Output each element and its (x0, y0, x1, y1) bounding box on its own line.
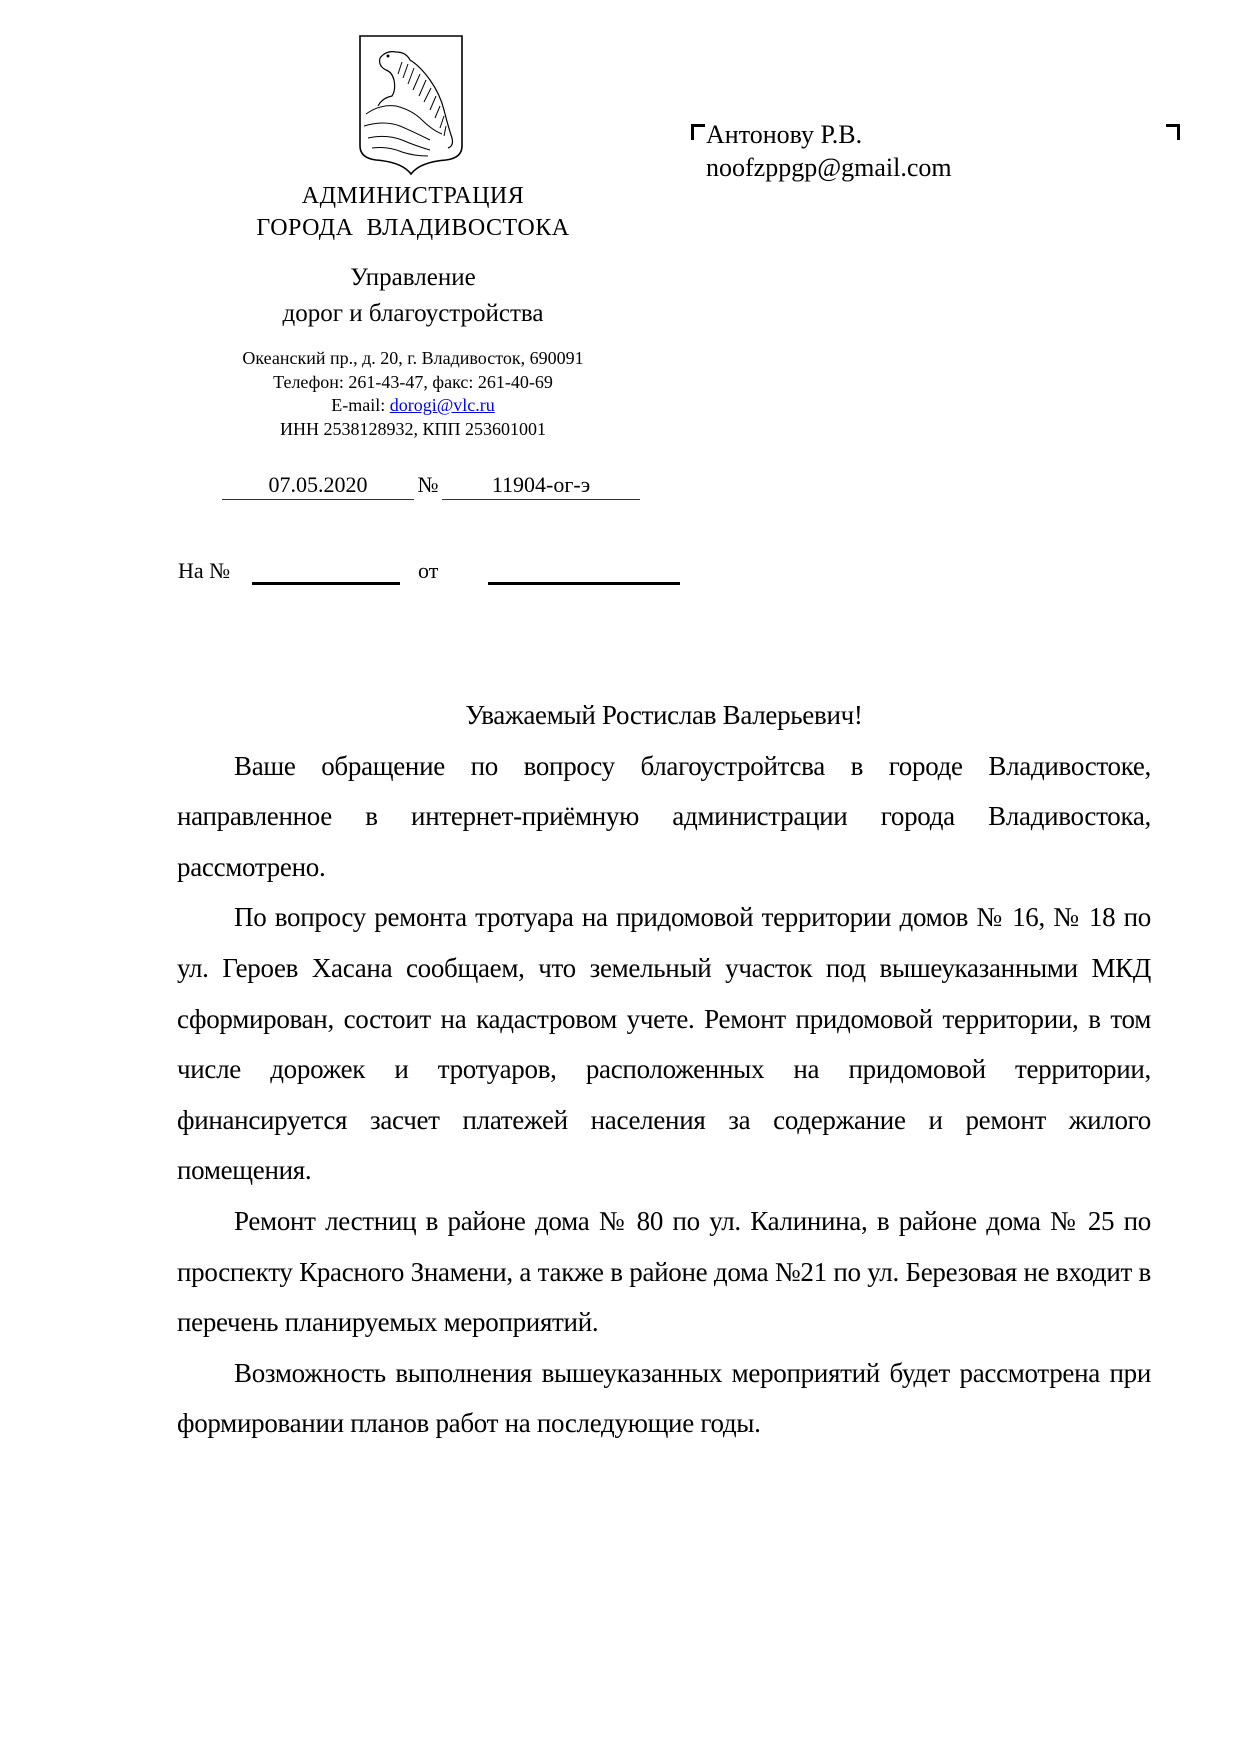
dept-line-2: дорог и благоустройства (282, 300, 544, 327)
recipient-corner-right-icon (1166, 124, 1180, 140)
paragraph-4: Возможность выполнения вышеуказанных мероприятий будет рассмотрена при формировании планов работ на последующие годы. (177, 1357, 1151, 1439)
contact-details (163, 347, 663, 441)
incoming-date-label: от (418, 558, 439, 583)
paragraph-2: По вопросу ремонта тротуара на придомовой территории домов № 16, № 18 по ул. Героев Хасана сообщаем, что земельный участок под вышеуказанными МКД сформирован, состоит на кадастровом учете. Ремонт придомовой территории, в том числе дорожек и тротуаров, расположенных на придомовой территории, финансируется засчет платежей населения за содержание и ремонт жилого помещения. (177, 902, 1151, 1186)
org-line-2: ГОРОДА ВЛАДИВОСТОКА (256, 215, 570, 241)
org-email-link[interactable]: dorogi@vlc.ru (389, 395, 495, 415)
email-line (163, 394, 663, 418)
paragraph-3: Ремонт лестниц в районе дома № 80 по ул. Калинина, в районе дома № 25 по проспекту Красного Знамени, а также в районе дома №21 по ул. Березовая не входит в перечень планируемых мероприятий. (177, 1205, 1151, 1338)
recipient-name: Антонову Р.В. (706, 120, 863, 149)
recipient-email: noofzppgp@gmail.com (706, 153, 952, 182)
paragraph-1: Ваше обращение по вопросу благоустройтсва в городе Владивостоке, направленное в интернет-приёмную администрации города Владивостока, рассмотрено. (177, 750, 1151, 882)
incoming-number-label: На № (178, 558, 231, 583)
registration-line (222, 472, 642, 502)
number-sign: № (417, 472, 439, 497)
email-label: E-mail: (331, 395, 390, 415)
city-coat-of-arms-tiger-icon (358, 34, 464, 176)
incoming-reference (178, 556, 678, 590)
department-name (163, 260, 663, 332)
address: Океанский пр., д. 20, г. Владивосток, 690091 (242, 348, 584, 368)
incoming-number-blank (252, 582, 400, 585)
incoming-date-blank (488, 582, 680, 585)
phone-fax: Телефон: 261-43-47, факс: 261-40-69 (273, 371, 553, 392)
registration-number: 11904-ог-э (442, 472, 640, 500)
organization-name (163, 180, 663, 244)
recipient-corner-left-icon (691, 124, 705, 140)
org-line-1: АДМИНИСТРАЦИЯ (301, 183, 525, 209)
salutation: Уважаемый Ростислав Валерьевич! (465, 700, 863, 730)
registration-date: 07.05.2020 (222, 472, 414, 500)
tax-ids: ИНН 2538128932, КПП 253601001 (279, 418, 546, 439)
dept-line-1: Управление (350, 264, 476, 291)
letter-body (177, 690, 1151, 1449)
recipient-block (706, 118, 952, 184)
